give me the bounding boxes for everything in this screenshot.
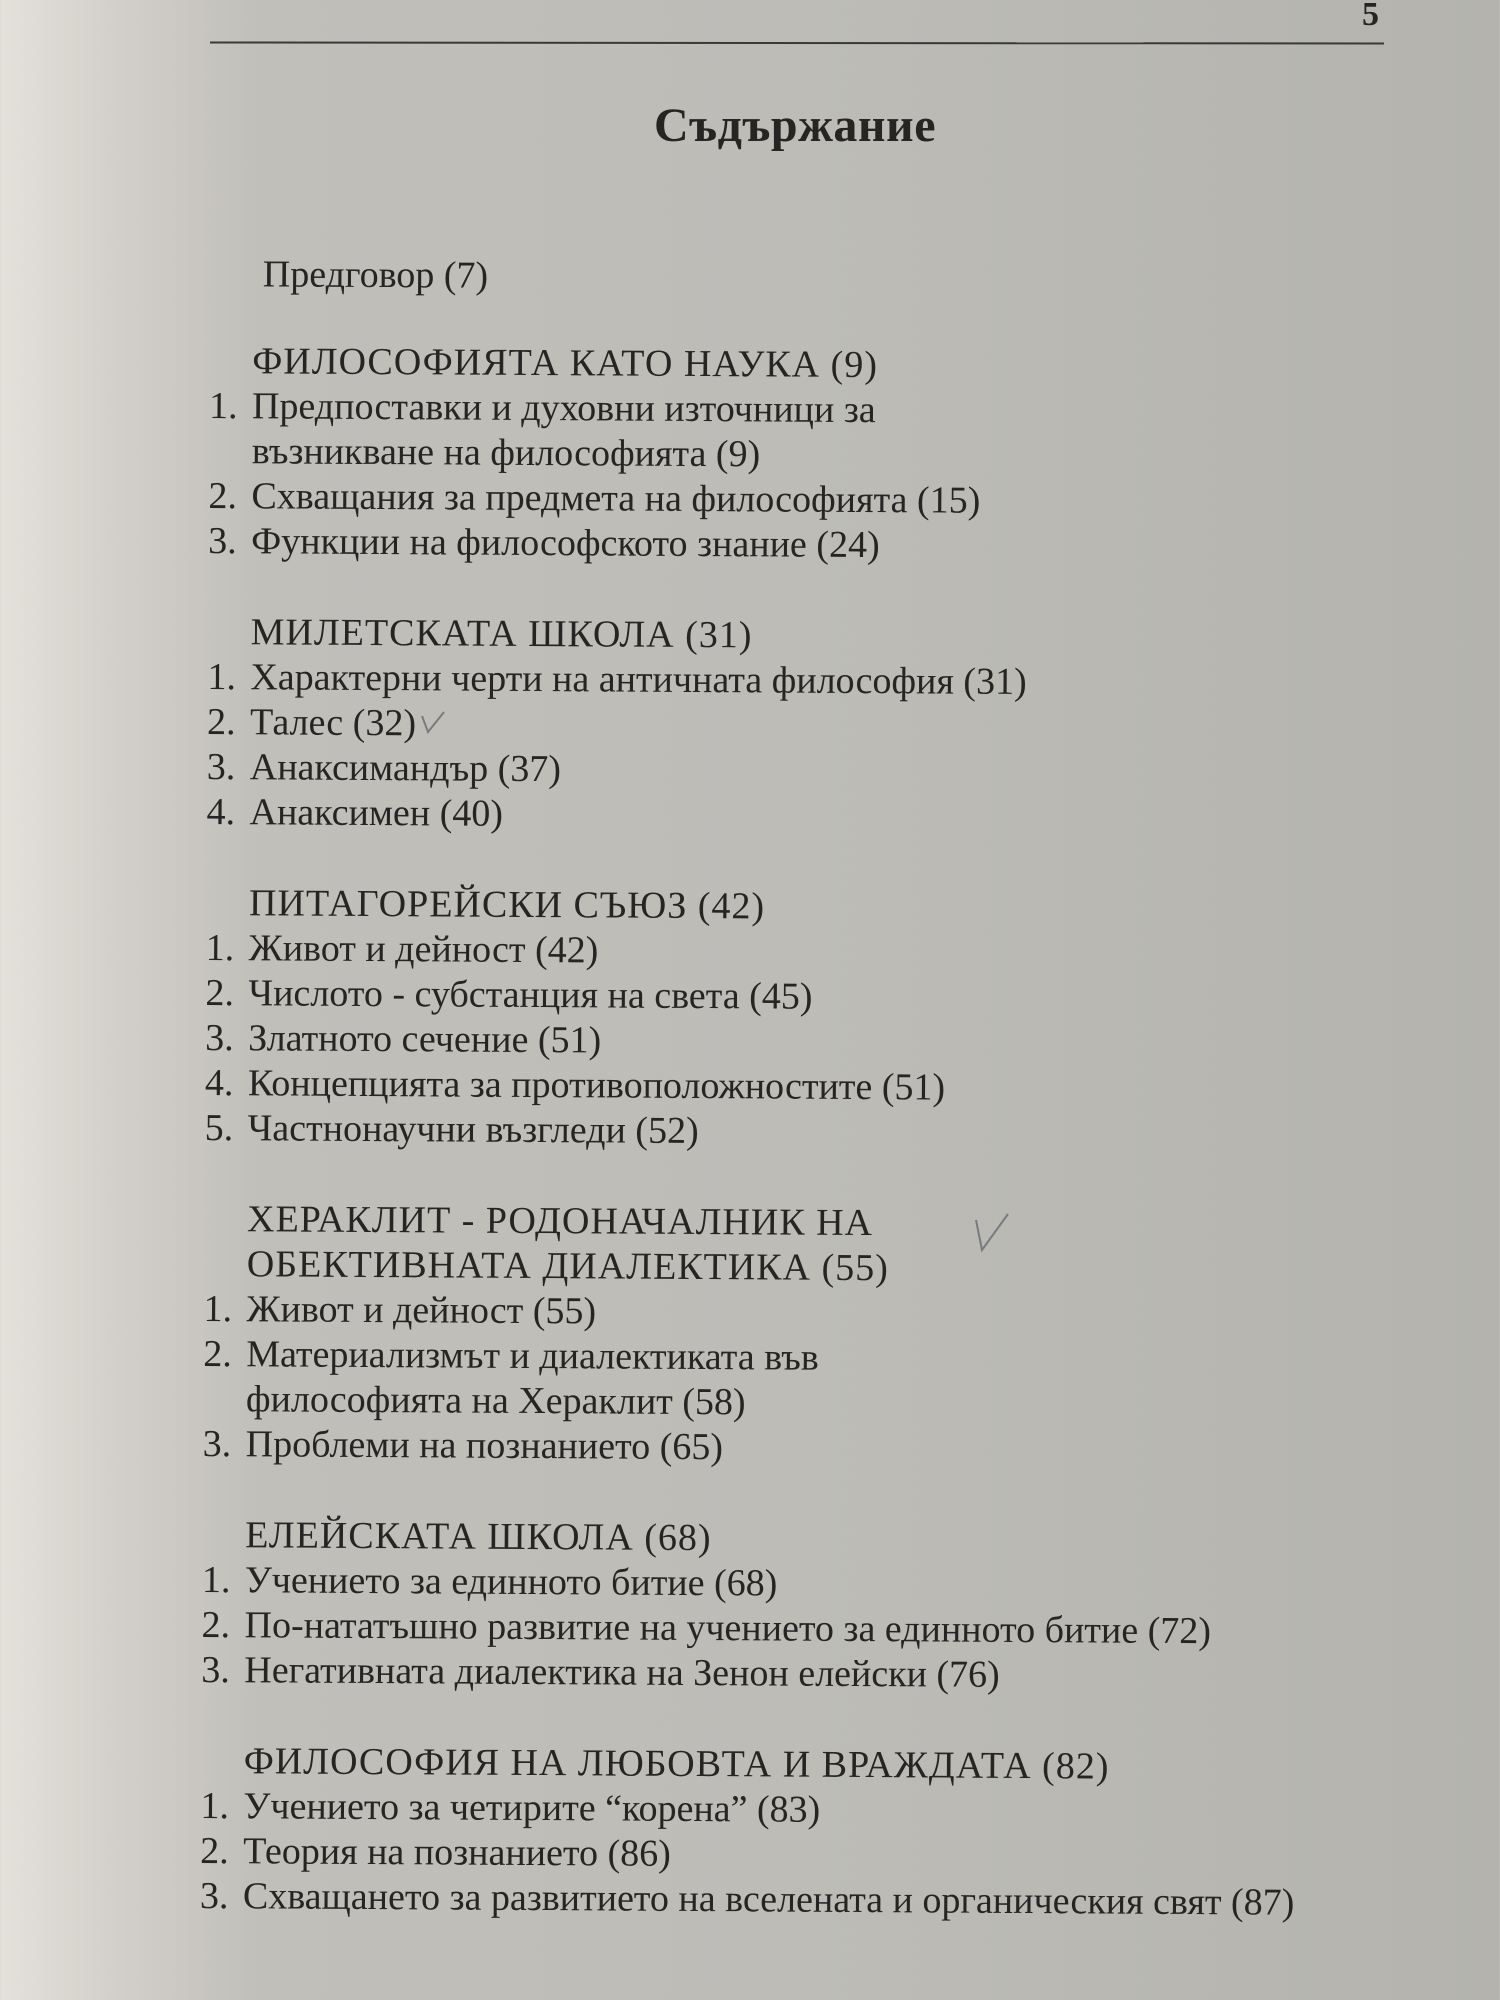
toc-entry-text: Числото - субстанция на света (45)	[248, 972, 813, 1018]
toc-entry-number: 3.	[206, 745, 236, 789]
toc-entry	[209, 384, 1409, 436]
toc-entry-number: 1.	[201, 1558, 231, 1602]
toc-entry-number: 1.	[208, 384, 238, 428]
toc-entry-text: Материализмът и диалектиката във	[246, 1333, 819, 1379]
toc-entry-number: 1.	[205, 926, 235, 970]
toc-entry-text: Анаксимен (40)	[249, 791, 504, 835]
toc-entry	[201, 1603, 1401, 1655]
toc-entry	[205, 971, 1405, 1023]
header-rule	[210, 41, 1384, 44]
toc-entry	[206, 790, 1406, 842]
toc-entry	[206, 926, 1406, 978]
toc-entry-text: Негативната диалектика на Зенон елейски (76)	[244, 1649, 1000, 1696]
toc-entry	[203, 1287, 1403, 1339]
toc-section-heading: ЕЛЕЙСКАТА ШКОЛА (68)	[245, 1514, 712, 1560]
toc-entry	[208, 519, 1408, 571]
toc-entry	[205, 1106, 1405, 1158]
toc-entry-text: Схващания за предмета на философията (15)	[251, 475, 981, 522]
toc-entry-number: 1.	[203, 1287, 233, 1331]
toc-entry-text: Учението за четирите “корена” (83)	[243, 1785, 821, 1831]
toc-entry-number: 2.	[203, 1332, 232, 1376]
toc-entry-number: 2.	[201, 1603, 231, 1647]
toc-entry-text: Схващането за развитието на вселената и органическия свят (87)	[242, 1875, 1295, 1924]
toc-entry-text: Талес (32)	[249, 701, 417, 745]
toc-entry-number: 4.	[204, 1061, 234, 1105]
toc-entry	[200, 1874, 1400, 1926]
toc-entry-number: 2.	[205, 971, 235, 1015]
toc-entry-text: възникване на философията (9)	[251, 430, 761, 476]
toc-entry-text: Златното сечение (51)	[248, 1017, 602, 1062]
toc-section-heading: ХЕРАКЛИТ - РОДОНАЧАЛНИК НА	[246, 1198, 874, 1245]
toc-entry-text: Учението за единното битие (68)	[244, 1559, 778, 1605]
toc-entry-number: 3.	[208, 519, 237, 563]
toc-entry-number: 1.	[207, 655, 237, 699]
pencil-checkmark-icon	[418, 708, 448, 738]
toc-entry-text: Анаксимандър (37)	[249, 746, 562, 791]
toc-section-heading: ПИТАГОРЕЙСКИ СЪЮЗ (42)	[248, 882, 766, 928]
toc-entry-text: Характерни черти на античната философия (31)	[250, 656, 1027, 703]
toc-entry-text: Живот и дейност (42)	[248, 927, 599, 972]
toc-entry	[207, 655, 1407, 707]
toc-entry-text: Частнонаучни възгледи (52)	[247, 1107, 699, 1153]
toc-entry-number: 2.	[207, 700, 236, 744]
toc-preface: Предговор (7)	[262, 253, 489, 297]
toc-entry	[203, 1377, 1403, 1429]
toc-entry	[208, 474, 1408, 526]
toc-entry-number	[203, 1377, 246, 1422]
toc-section	[200, 1739, 1401, 1926]
toc-section-heading: ФИЛОСОФИЯТА КАТО НАУКА (9)	[252, 340, 879, 387]
toc-entry-number: 1.	[200, 1784, 230, 1828]
toc-entry-text: Концепцията за противоположностите (51)	[247, 1062, 946, 1109]
toc-entry-number: 4.	[206, 790, 236, 834]
toc-entry	[201, 1648, 1401, 1700]
toc-entry-number: 3.	[202, 1422, 232, 1466]
table-of-contents	[200, 252, 1410, 1972]
toc-entry-number	[209, 429, 252, 474]
toc-entry-number: 2.	[208, 474, 238, 518]
toc-entry-number: 5.	[204, 1106, 234, 1150]
toc-entry	[205, 1016, 1405, 1068]
page-title: Съдържание	[653, 99, 937, 152]
toc-entry	[202, 1558, 1402, 1610]
toc-section	[208, 339, 1409, 571]
toc-entry-text: Живот и дейност (55)	[246, 1288, 597, 1333]
toc-entry	[205, 1061, 1405, 1113]
toc-entry-text: философията на Хераклит (58)	[245, 1378, 746, 1424]
toc-entry	[209, 429, 1409, 481]
toc-entry-number: 3.	[201, 1648, 230, 1692]
toc-section-heading: ФИЛОСОФИЯ НА ЛЮБОВТА И ВРАЖДАТА (82)	[243, 1740, 1110, 1788]
toc-section	[206, 610, 1407, 842]
toc-entry-text: Теория на познанието (86)	[243, 1830, 672, 1875]
toc-entry-text: Проблеми на познанието (65)	[245, 1423, 724, 1469]
pencil-checkmark-icon	[972, 1210, 1012, 1256]
toc-entry	[200, 1829, 1400, 1881]
toc-entry	[207, 745, 1407, 797]
toc-section-heading: МИЛЕТСКАТА ШКОЛА (31)	[250, 611, 753, 657]
toc-entry	[200, 1784, 1400, 1836]
toc-entry	[203, 1422, 1403, 1474]
toc-entry-number: 3.	[199, 1874, 229, 1918]
toc-entry-text: Предпоставки и духовни източници за	[251, 385, 876, 432]
toc-entry-number: 2.	[200, 1829, 229, 1873]
toc-entry-text: Функции на философското знание (24)	[251, 520, 880, 567]
toc-entry	[207, 700, 1407, 752]
page-number: 5	[1362, 0, 1379, 33]
toc-section	[203, 1197, 1405, 1474]
toc-entry-number: 3.	[205, 1016, 234, 1060]
toc-entry	[203, 1332, 1403, 1384]
toc-section	[205, 881, 1407, 1158]
toc-entry-text: По-нататъшно развитие на учението за единното битие (72)	[244, 1604, 1212, 1653]
toc-section	[201, 1513, 1402, 1700]
toc-section-heading: ОБЕКТИВНАТА ДИАЛЕКТИКА (55)	[246, 1243, 889, 1290]
